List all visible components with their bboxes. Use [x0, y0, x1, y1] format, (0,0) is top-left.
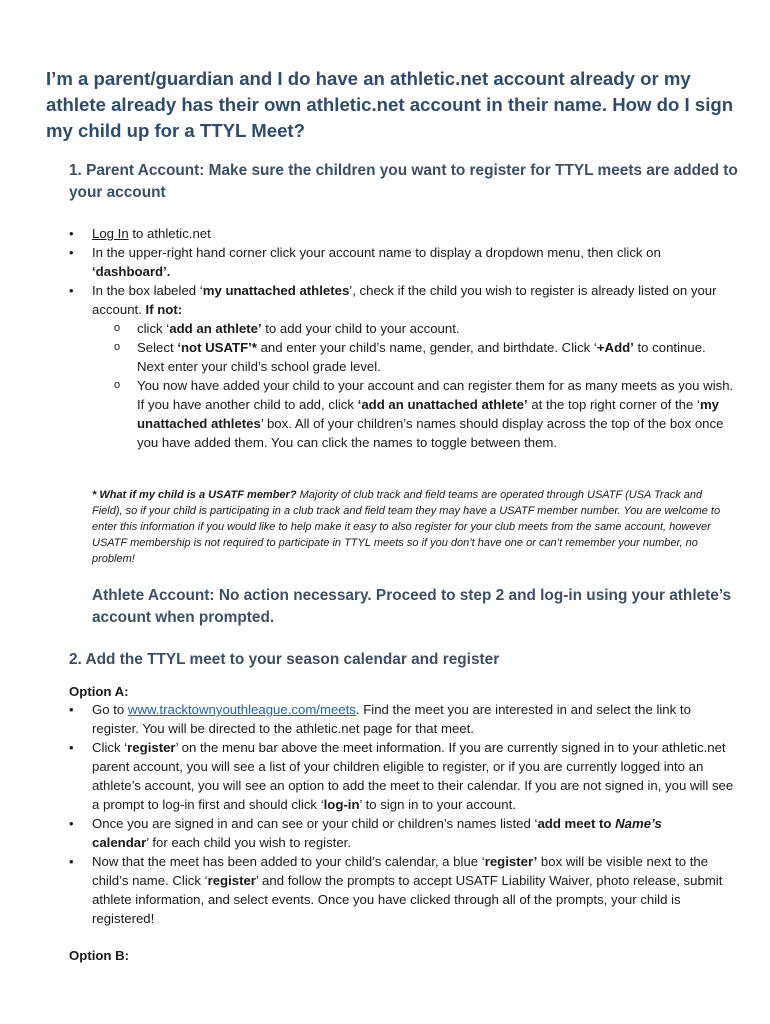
- sublist-text: to continue. Next enter your child’s school grade level.: [137, 340, 706, 374]
- list-item: [69, 243, 734, 281]
- list-item-text: ’, check if the child you wish to register is already listed on your account.: [92, 283, 717, 317]
- list-item-text: In the upper-right hand corner click your account name to display a dropdown menu, then click on: [92, 245, 661, 260]
- list-item: [69, 281, 734, 452]
- add-meet-term: add meet to: [537, 816, 616, 831]
- list-item-text: ’ to sign in to your account.: [359, 797, 516, 812]
- step1-list: [69, 224, 734, 452]
- list-item-text: Now that the meet has been added to your child’s calendar, a blue ‘: [92, 854, 485, 869]
- sublist-text: ’ box. All of your children’s names should display across the top of the box once you have added them. You can click the names to toggle between them.: [137, 416, 724, 450]
- step2-heading: 2. Add the TTYL meet to your season calendar and register: [69, 651, 500, 668]
- sublist-item: [92, 319, 734, 338]
- option-a-label: Option A:: [69, 684, 129, 699]
- list-item-text: Once you are signed in and can see or your child or children’s names listed ‘: [92, 816, 538, 831]
- list-item-text: ’ on the menu bar above the meet information. If you are currently signed in to your athletic.net parent account, you will see a list of your children eligible to register, or if you are currently logged into an athlete’s account, you will see an option to add the meet to their calendar. If you are not signed in, you will see a prompt to log-in first and should click ‘: [92, 740, 734, 812]
- sublist-text: Select: [137, 340, 178, 355]
- sublist-text: click ‘: [137, 321, 170, 336]
- sublist-item: [92, 338, 734, 376]
- sublist-text: at the top right corner of the ‘: [527, 397, 700, 412]
- step1-sublist: [92, 319, 734, 452]
- usatf-note: [92, 487, 732, 567]
- if-not-label: If not:: [145, 302, 183, 317]
- list-item: [69, 224, 734, 243]
- not-usatf-term: ‘not USATF’*: [177, 340, 257, 355]
- register-term: register: [127, 740, 176, 755]
- login-link[interactable]: Log In: [92, 226, 129, 241]
- list-item: [69, 738, 734, 814]
- login-term: log-in: [323, 797, 360, 812]
- list-item-text: In the box labeled ‘: [92, 283, 203, 298]
- sublist-text: to add your child to your account.: [261, 321, 460, 336]
- note-text: Majority of club track and field teams are operated through USATF (USA Track and Field), so if your child is participating in a club track and field team they may have a USATF member number. You are welcome to enter this information if you would like to help make it easy to also register for your club meets from the same account, however USATF membership is not required to participate in TTYL meets so if you don’t have one or can’t remember your number, no problem!: [92, 489, 721, 565]
- list-item-text: ’ for each child you wish to register.: [146, 835, 351, 850]
- register-term: register: [207, 873, 256, 888]
- unattached-term: my unattached athletes: [202, 283, 350, 298]
- list-item-text: box will be visible next to the child’s name. Click ‘: [92, 854, 709, 888]
- list-item-text: Click ‘: [92, 740, 128, 755]
- step1-heading: 1. Parent Account: Make sure the children you want to register for TTYL meets are added to your account: [69, 162, 738, 201]
- page-title: I’m a parent/guardian and I do have an athletic.net account already or my athlete already has their own athletic.net account in their name. How do I sign my child up for a TTYL Meet?: [46, 68, 734, 141]
- list-item: [69, 814, 734, 852]
- list-item-text: ’ and follow the prompts to accept USATF Liability Waiver, photo release, submit athlete information, and select events. Once you have clicked through all of the prompts, your child is registered!: [92, 873, 723, 926]
- sublist-item: [92, 376, 734, 452]
- sublist-text: and enter your child’s name, gender, and birthdate. Click ‘: [256, 340, 597, 355]
- sublist-text: You now have added your child to your account and can register them for as many meets as you wish. If you have another child to add, click: [137, 378, 734, 412]
- list-item: [69, 700, 734, 738]
- athlete-account-heading: Athlete Account: No action necessary. Proceed to step 2 and log-in using your athlete’s account when prompted.: [92, 587, 732, 626]
- add-term: +Add’: [596, 340, 634, 355]
- list-item: [69, 852, 734, 928]
- meets-link[interactable]: www.tracktownyouthleague.com/meets: [127, 702, 356, 717]
- add-unattached-term: ‘add an unattached athlete’: [357, 397, 528, 412]
- list-item-text: . Find the meet you are interested in and select the link to register. You will be directed to the athletic.net page for that meet.: [92, 702, 691, 736]
- step2-list: [69, 700, 734, 928]
- note-question: * What if my child is a USATF member?: [92, 489, 297, 501]
- option-b-label: Option B:: [69, 948, 130, 963]
- unattached-term: my unattached athletes: [137, 397, 720, 431]
- register-box-term: register’: [484, 854, 538, 869]
- list-item-text: Go to: [92, 702, 128, 717]
- list-item-text: to athletic.net: [128, 226, 211, 241]
- add-athlete-term: add an athlete’: [169, 321, 262, 336]
- calendar-term: calendar: [92, 835, 147, 850]
- name-term: Name’s: [615, 816, 662, 831]
- dashboard-term: ‘dashboard’.: [92, 264, 171, 279]
